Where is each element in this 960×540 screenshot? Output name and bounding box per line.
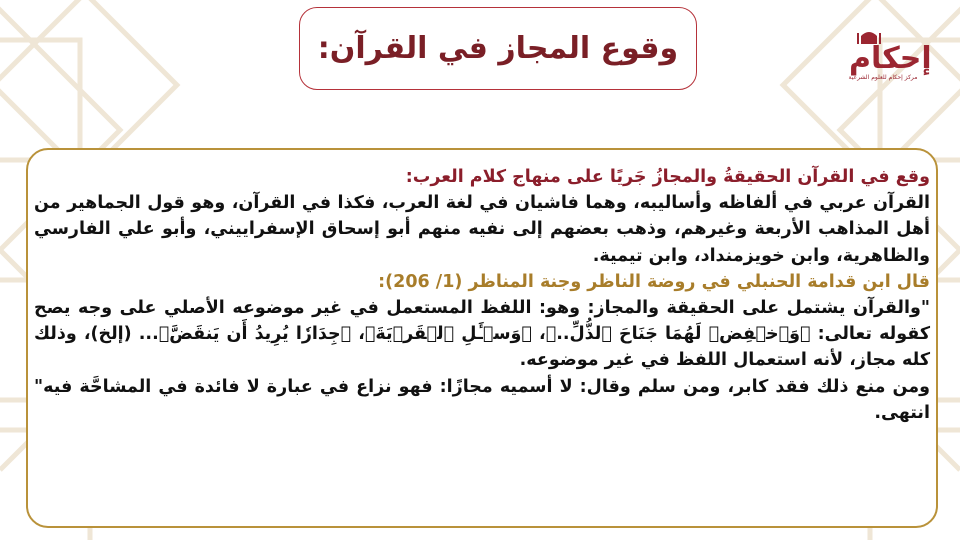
logo-subtitle: مركز إحكام للعلوم الشرعية bbox=[848, 74, 918, 81]
content-box bbox=[26, 148, 938, 528]
paragraph-3: ومن منع ذلك فقد كابر، ومن سلم وقال: لا أسميه مجازًا: فهو نزاع في عبارة لا فائدة في المشاحَّة فيه" انتهى. bbox=[34, 376, 930, 423]
slide-title: وقوع المجاز في القرآن: bbox=[317, 31, 679, 66]
heading-1: وقع في القرآن الحقيقةُ والمجازُ جَريًا على منهاج كلام العرب: bbox=[405, 167, 930, 187]
paragraph-2: "والقرآن يشتمل على الحقيقة والمجاز: وهو: اللفظ المستعمل في غير موضوعه الأصلي على وجه يصح كقوله تعالى: ﴿وَٱخۡفِضۡ لَهُمَا جَنَاحَ ٱلذُّلِّ..﴾، ﴿وَسۡـَٔلِ ٱلۡقَرۡيَةَ﴾، ﴿جِدَارٗا يُرِيدُ أَن يَنقَضَّ﴾... (إلخ)، وذلك كله مجاز، لأنه استعمال اللفظ في غير موضوعه. bbox=[34, 298, 930, 371]
paragraph-1: القرآن عربي في ألفاظه وأساليبه، وهما فاشيان في لغة العرب، فكذا في القرآن، وهو قول الجماهير من أهل المذاهب الأربعة وغيرهم، وذهب بعضهم إلى نفيه منهم أبو إسحاق الإسفراييني، وأبو علي الفارسي والظاهرية، وابن خويزمنداد، وابن تيمية. bbox=[34, 193, 930, 266]
title-box bbox=[299, 7, 697, 90]
content-text bbox=[34, 164, 930, 426]
logo-name: إحكام bbox=[849, 41, 932, 76]
heading-2: قال ابن قدامة الحنبلي في روضة الناظر وجنة المناظر (1/ 206): bbox=[378, 271, 930, 292]
logo bbox=[843, 30, 932, 92]
